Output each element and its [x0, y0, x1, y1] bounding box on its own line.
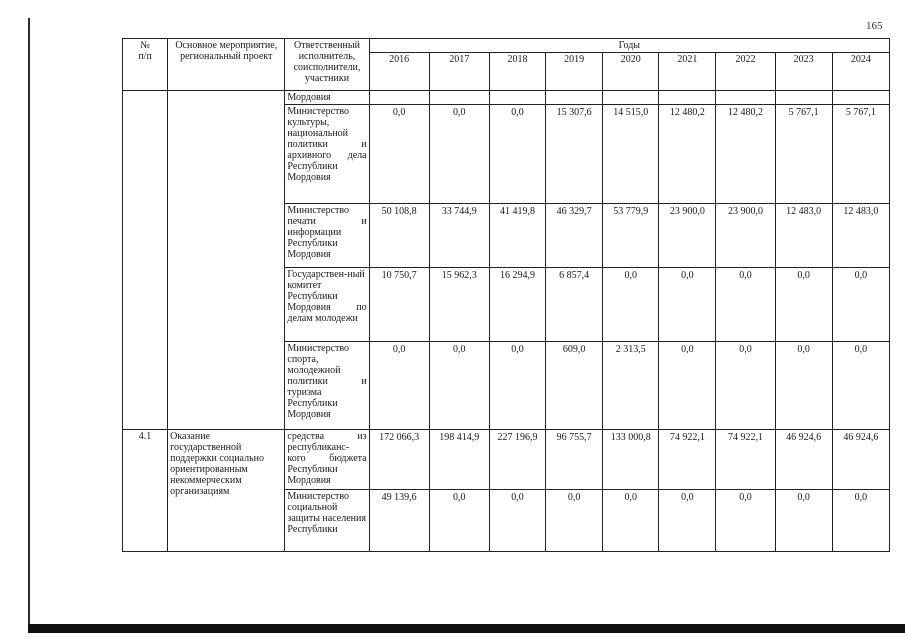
header-executor: Ответственный исполнитель, соисполнители, участники	[285, 39, 369, 91]
executor-cell: Министерство культуры, национальной политики и архивного дела Республики Мордовия	[285, 105, 369, 204]
header-year: 2020	[603, 53, 659, 91]
header-year: 2024	[832, 53, 889, 91]
table-row	[123, 430, 890, 490]
value-cell: 0,0	[369, 105, 429, 204]
header-year: 2016	[369, 53, 429, 91]
value-cell: 15 307,6	[546, 105, 603, 204]
executor-cell: Министерство спорта, молодежной политики и туризма Республики Мордовия	[285, 342, 369, 430]
value-cell: 23 900,0	[716, 204, 775, 268]
value-cell	[546, 91, 603, 105]
value-cell: 0,0	[369, 342, 429, 430]
value-cell: 609,0	[546, 342, 603, 430]
header-year: 2017	[429, 53, 489, 91]
value-cell: 96 755,7	[546, 430, 603, 490]
value-cell: 12 480,2	[659, 105, 716, 204]
header-year: 2022	[716, 53, 775, 91]
value-cell: 0,0	[489, 490, 545, 552]
value-cell: 74 922,1	[716, 430, 775, 490]
value-cell: 0,0	[429, 490, 489, 552]
value-cell: 2 313,5	[603, 342, 659, 430]
value-cell	[832, 91, 889, 105]
value-cell: 15 962,3	[429, 268, 489, 342]
value-cell: 46 329,7	[546, 204, 603, 268]
value-cell: 0,0	[832, 342, 889, 430]
header-year: 2018	[489, 53, 545, 91]
value-cell: 12 483,0	[832, 204, 889, 268]
executor-cell: Министерство социальной защиты населения Республики	[285, 490, 369, 552]
value-cell: 0,0	[546, 490, 603, 552]
budget-table	[122, 38, 890, 552]
value-cell: 0,0	[659, 268, 716, 342]
row-number: 4.1	[123, 430, 168, 552]
value-cell	[716, 91, 775, 105]
header-year: 2019	[546, 53, 603, 91]
value-cell: 5 767,1	[775, 105, 832, 204]
activity-cell: Оказание государственной поддержки социально ориентированным некоммерческим организациям	[168, 430, 285, 552]
header-years-title: Годы	[369, 39, 889, 53]
value-cell: 0,0	[716, 268, 775, 342]
header-year: 2023	[775, 53, 832, 91]
activity-cell-empty	[168, 91, 285, 430]
value-cell: 0,0	[429, 342, 489, 430]
value-cell: 172 066,3	[369, 430, 429, 490]
value-cell: 23 900,0	[659, 204, 716, 268]
value-cell: 0,0	[716, 490, 775, 552]
value-cell: 0,0	[832, 268, 889, 342]
value-cell	[369, 91, 429, 105]
value-cell: 50 108,8	[369, 204, 429, 268]
value-cell: 74 922,1	[659, 430, 716, 490]
value-cell: 12 483,0	[775, 204, 832, 268]
table-row	[123, 91, 890, 105]
value-cell: 16 294,9	[489, 268, 545, 342]
value-cell: 5 767,1	[832, 105, 889, 204]
scan-bottom-border	[28, 624, 905, 633]
executor-cell: Государствен-ный комитет Республики Мордовия по делам молодежи	[285, 268, 369, 342]
value-cell: 0,0	[775, 490, 832, 552]
page-left-edge	[28, 18, 30, 630]
value-cell: 0,0	[489, 105, 545, 204]
value-cell: 46 924,6	[832, 430, 889, 490]
value-cell	[429, 91, 489, 105]
value-cell: 227 196,9	[489, 430, 545, 490]
value-cell: 0,0	[489, 342, 545, 430]
value-cell: 0,0	[603, 268, 659, 342]
executor-cell: Мордовия	[285, 91, 369, 105]
value-cell	[775, 91, 832, 105]
value-cell: 53 779,9	[603, 204, 659, 268]
value-cell: 133 000,8	[603, 430, 659, 490]
value-cell: 33 744,9	[429, 204, 489, 268]
value-cell: 0,0	[603, 490, 659, 552]
page-number: 165	[866, 20, 883, 32]
value-cell	[603, 91, 659, 105]
value-cell	[489, 91, 545, 105]
value-cell: 14 515,0	[603, 105, 659, 204]
value-cell: 0,0	[659, 490, 716, 552]
value-cell	[659, 91, 716, 105]
value-cell: 0,0	[775, 342, 832, 430]
header-num: № п/п	[123, 39, 168, 91]
value-cell: 46 924,6	[775, 430, 832, 490]
value-cell: 0,0	[429, 105, 489, 204]
value-cell: 49 139,6	[369, 490, 429, 552]
value-cell: 41 419,8	[489, 204, 545, 268]
value-cell: 0,0	[775, 268, 832, 342]
value-cell: 12 480,2	[716, 105, 775, 204]
value-cell: 198 414,9	[429, 430, 489, 490]
value-cell: 0,0	[659, 342, 716, 430]
num-cell-empty	[123, 91, 168, 430]
header-year: 2021	[659, 53, 716, 91]
executor-cell: средства из республиканс-кого бюджета Республики Мордовия	[285, 430, 369, 490]
value-cell: 10 750,7	[369, 268, 429, 342]
value-cell: 6 857,4	[546, 268, 603, 342]
header-activity: Основное мероприятие, региональный проект	[168, 39, 285, 91]
value-cell: 0,0	[832, 490, 889, 552]
executor-cell: Министерство печати и информации Республики Мордовия	[285, 204, 369, 268]
value-cell: 0,0	[716, 342, 775, 430]
